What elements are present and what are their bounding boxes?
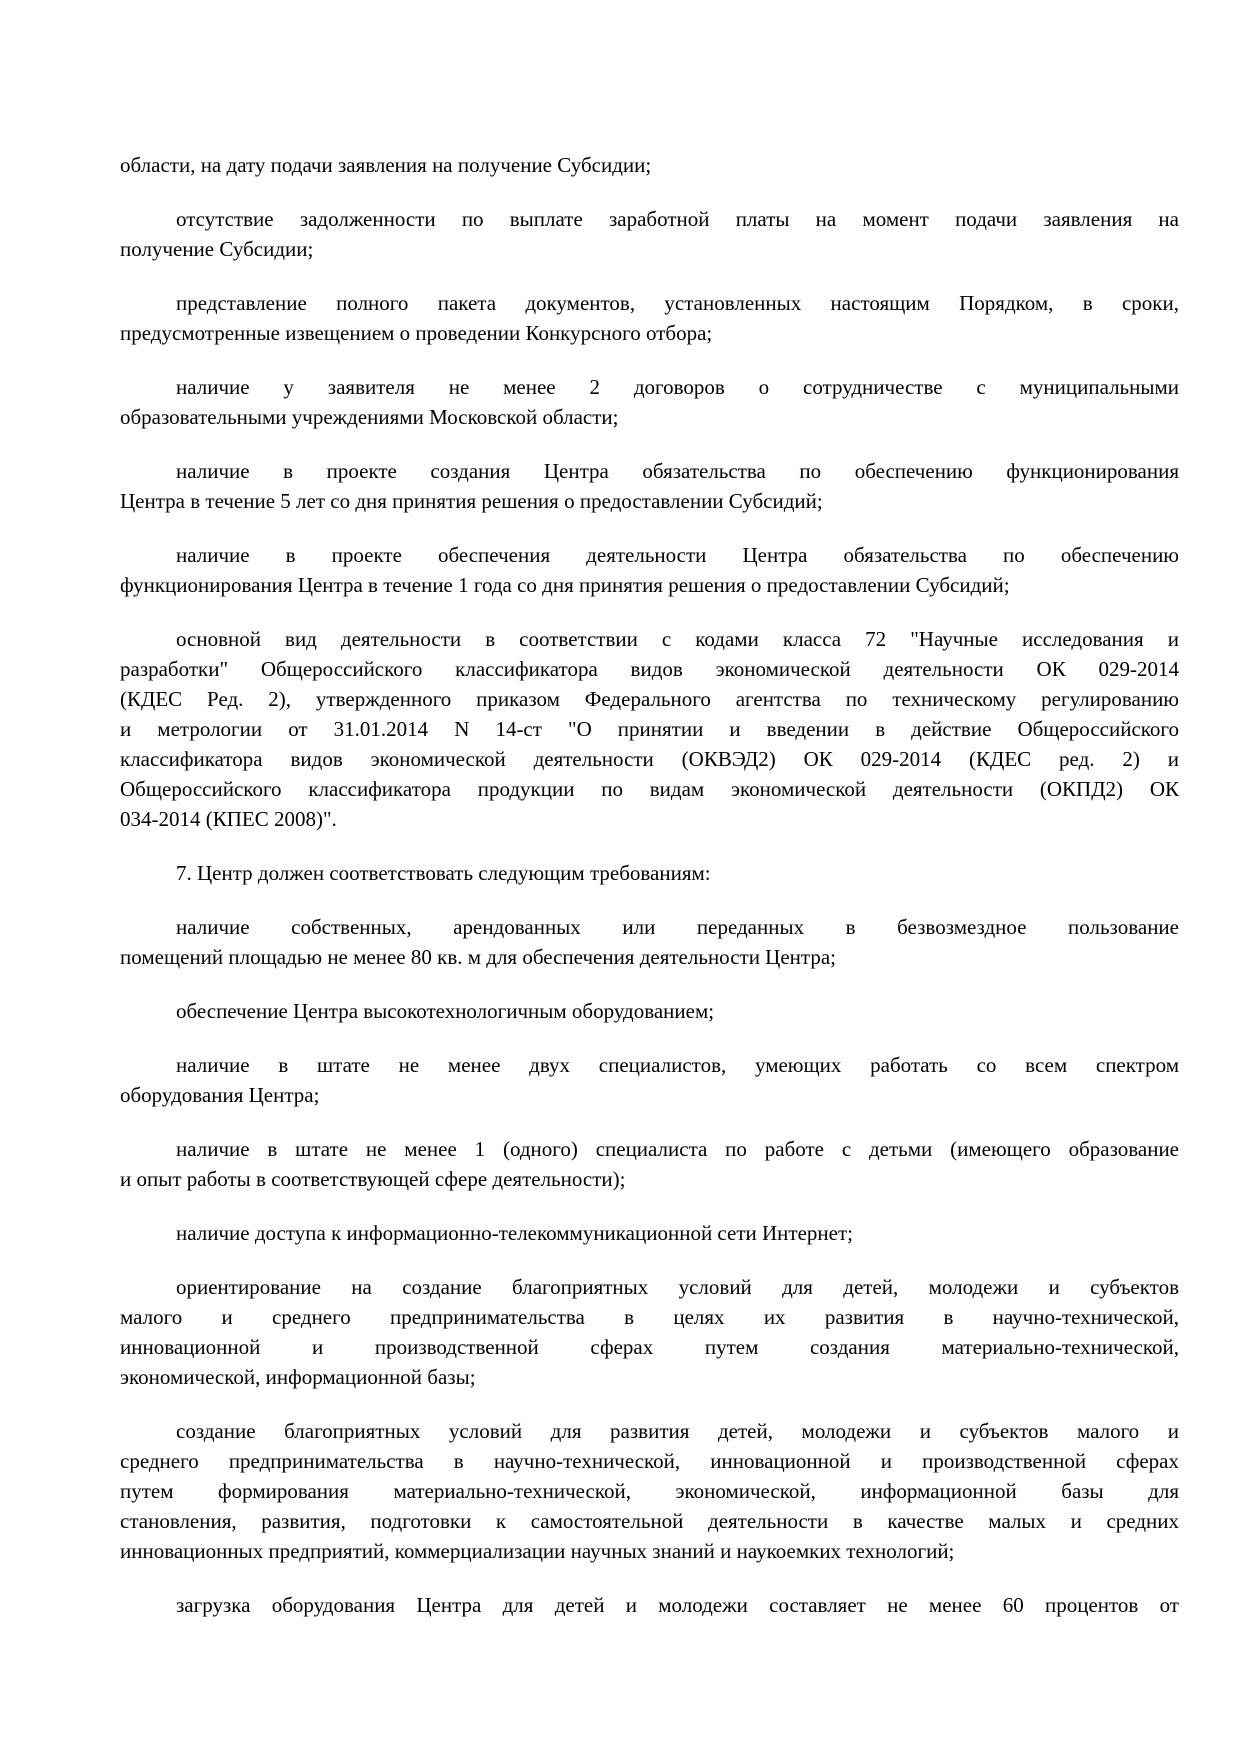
text-line: среднего предпринимательства в научно-технической, инновационной и производственной сферах — [120, 1449, 1179, 1473]
text-line: создание благоприятных условий для развития детей, молодежи и субъектов малого и — [176, 1419, 1179, 1443]
paragraph — [120, 1272, 1179, 1392]
paragraph — [120, 1416, 1179, 1566]
paragraph — [120, 372, 1179, 432]
document-page — [120, 150, 1179, 1644]
text-line: 034-2014 (КПЕС 2008)". — [120, 807, 337, 831]
text-line: помещений площадью не менее 80 кв. м для обеспечения деятельности Центра; — [120, 945, 836, 969]
text-line: и опыт работы в соответствующей сфере деятельности); — [120, 1167, 626, 1191]
text-line: получение Субсидии; — [120, 237, 314, 261]
text-line: классификатора видов экономической деятельности (ОКВЭД2) ОК 029-2014 (КДЕС ред. 2) и — [120, 747, 1179, 771]
text-line: загрузка оборудования Центра для детей и молодежи составляет не менее 60 процентов от — [176, 1593, 1179, 1617]
text-line: (КДЕС Ред. 2), утвержденного приказом Федерального агентства по техническому регулированию — [120, 687, 1179, 711]
paragraph — [120, 858, 1179, 888]
text-line: области, на дату подачи заявления на получение Субсидии; — [120, 153, 652, 177]
text-line: экономической, информационной базы; — [120, 1365, 476, 1389]
paragraph — [120, 624, 1179, 834]
text-line: наличие в штате не менее 1 (одного) специалиста по работе с детьми (имеющего образование — [176, 1137, 1179, 1161]
paragraph — [120, 456, 1179, 516]
text-line: 7. Центр должен соответствовать следующим требованиям: — [176, 861, 711, 885]
text-line: и метрологии от 31.01.2014 N 14-ст "О принятии и введении в действие Общероссийского — [120, 717, 1179, 741]
text-line: путем формирования материально-технической, экономической, информационной базы для — [120, 1479, 1179, 1503]
text-line: малого и среднего предпринимательства в целях их развития в научно-технической, — [120, 1305, 1179, 1329]
text-line: предусмотренные извещением о проведении Конкурсного отбора; — [120, 321, 713, 345]
text-line: наличие в проекте обеспечения деятельности Центра обязательства по обеспечению — [176, 543, 1179, 567]
paragraph — [120, 204, 1179, 264]
text-line: наличие в проекте создания Центра обязательства по обеспечению функционирования — [176, 459, 1179, 483]
paragraph — [120, 150, 1179, 180]
text-line: Центра в течение 5 лет со дня принятия решения о предоставлении Субсидий; — [120, 489, 823, 513]
text-line: становления, развития, подготовки к самостоятельной деятельности в качестве малых и средних — [120, 1509, 1179, 1533]
text-line: основной вид деятельности в соответствии с кодами класса 72 "Научные исследования и — [176, 627, 1179, 651]
paragraph — [120, 1218, 1179, 1248]
text-line: образовательными учреждениями Московской области; — [120, 405, 619, 429]
text-line: функционирования Центра в течение 1 года со дня принятия решения о предоставлении Субсидий; — [120, 573, 1010, 597]
text-line: оборудования Центра; — [120, 1083, 320, 1107]
text-line: обеспечение Центра высокотехнологичным оборудованием; — [176, 999, 715, 1023]
paragraph — [120, 912, 1179, 972]
paragraph — [120, 1590, 1179, 1620]
text-line: наличие в штате не менее двух специалистов, умеющих работать со всем спектром — [176, 1053, 1179, 1077]
paragraph — [120, 996, 1179, 1026]
paragraph — [120, 288, 1179, 348]
paragraph — [120, 540, 1179, 600]
text-line: ориентирование на создание благоприятных условий для детей, молодежи и субъектов — [176, 1275, 1179, 1299]
text-line: инновационной и производственной сферах путем создания материально-технической, — [120, 1335, 1179, 1359]
paragraph — [120, 1050, 1179, 1110]
text-line: наличие доступа к информационно-телекоммуникационной сети Интернет; — [176, 1221, 853, 1245]
text-line: наличие у заявителя не менее 2 договоров о сотрудничестве с муниципальными — [176, 375, 1179, 399]
text-line: инновационных предприятий, коммерциализации научных знаний и наукоемких технологий; — [120, 1539, 955, 1563]
text-line: наличие собственных, арендованных или переданных в безвозмездное пользование — [176, 915, 1179, 939]
text-line: разработки" Общероссийского классификатора видов экономической деятельности ОК 029-2014 — [120, 657, 1179, 681]
text-line: отсутствие задолженности по выплате заработной платы на момент подачи заявления на — [176, 207, 1179, 231]
text-line: Общероссийского классификатора продукции по видам экономической деятельности (ОКПД2) ОК — [120, 777, 1179, 801]
text-line: представление полного пакета документов, установленных настоящим Порядком, в сроки, — [176, 291, 1179, 315]
paragraph — [120, 1134, 1179, 1194]
